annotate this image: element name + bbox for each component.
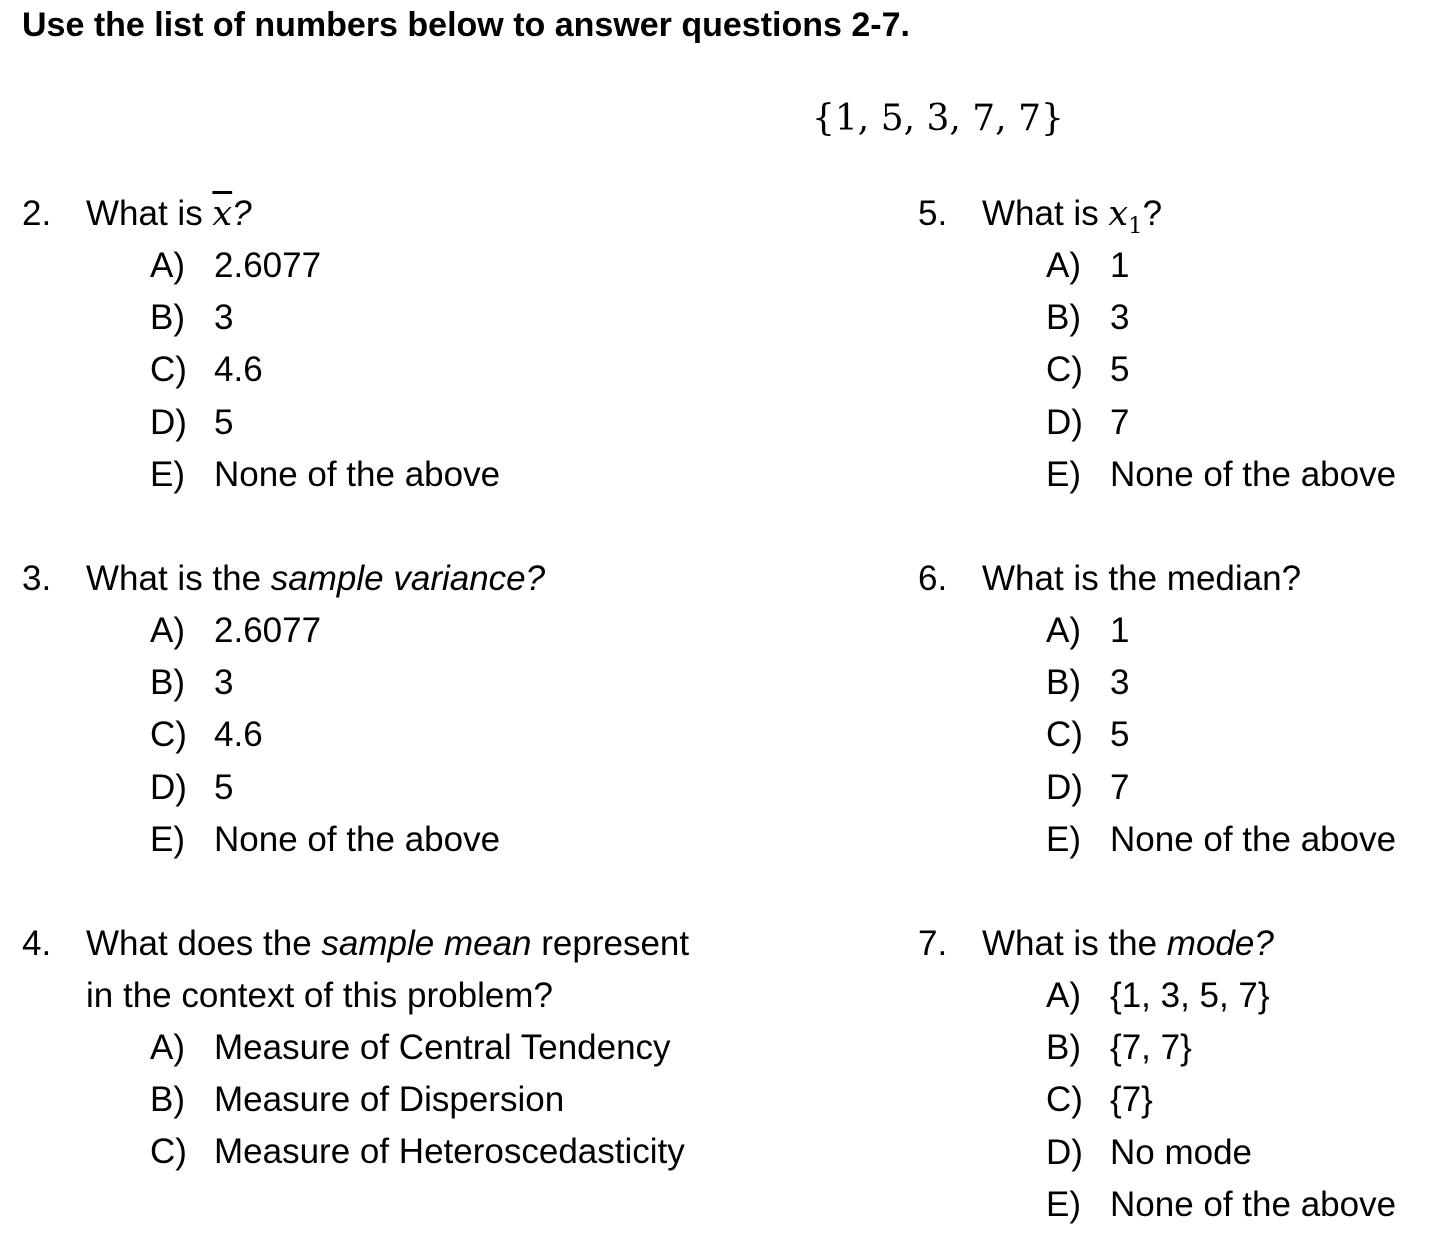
option-a[interactable]: A) 1 xyxy=(1046,246,1130,285)
option-b[interactable]: B) 3 xyxy=(1046,298,1130,338)
option-e[interactable]: E) None of the above xyxy=(1046,454,1397,494)
option-c[interactable]: C) 5 xyxy=(1046,350,1130,390)
option-e[interactable]: E) None of the above xyxy=(150,819,501,859)
option-b[interactable]: B) {7, 7} xyxy=(1046,1028,1192,1068)
question-number: 2. xyxy=(22,194,52,233)
instructions-heading: Use the list of numbers below to answer questions 2-7. xyxy=(22,6,910,44)
question-number: 4. xyxy=(22,924,52,963)
option-a[interactable]: A) 2.6077 xyxy=(150,611,322,650)
option-c[interactable]: C) 4.6 xyxy=(150,350,263,390)
option-d[interactable]: D) 5 xyxy=(150,767,234,807)
option-c[interactable]: C) Measure of Heteroscedasticity xyxy=(150,1132,685,1172)
option-c[interactable]: C) 4.6 xyxy=(150,715,263,755)
question-number: 7. xyxy=(918,924,948,963)
option-d[interactable]: D) No mode xyxy=(1046,1132,1253,1172)
question-text: What does the sample mean represent in the context of this problem? xyxy=(86,924,690,1015)
option-a[interactable]: A) 1 xyxy=(1046,611,1130,650)
question-4 xyxy=(22,918,689,1179)
option-b[interactable]: B) 3 xyxy=(150,663,234,703)
question-number: 5. xyxy=(918,194,948,233)
x-sub-1-symbol: $x_1$ xyxy=(1108,194,1143,239)
option-e[interactable]: E) None of the above xyxy=(1046,1184,1397,1224)
question-7 xyxy=(918,918,1396,1231)
question-text: What is $\overline{x}$? xyxy=(86,194,252,234)
option-d[interactable]: D) 5 xyxy=(150,402,234,442)
option-b[interactable]: B) 3 xyxy=(1046,663,1130,703)
option-b[interactable]: B) 3 xyxy=(150,298,234,338)
option-a[interactable]: A) Measure of Central Tendency xyxy=(150,1028,671,1067)
option-c[interactable]: C) 5 xyxy=(1046,715,1130,755)
question-number: 3. xyxy=(22,559,52,598)
question-2 xyxy=(22,188,500,501)
option-d[interactable]: D) 7 xyxy=(1046,767,1130,807)
question-text: What is the sample variance? xyxy=(86,559,546,598)
option-d[interactable]: D) 7 xyxy=(1046,402,1130,442)
question-number: 6. xyxy=(918,559,948,598)
option-a[interactable]: A) 2.6077 xyxy=(150,246,322,285)
option-c[interactable]: C) {7} xyxy=(1046,1080,1153,1120)
question-text: What is $x_1$? xyxy=(982,194,1163,239)
question-5 xyxy=(918,188,1396,501)
option-b[interactable]: B) Measure of Dispersion xyxy=(150,1080,565,1120)
question-text: What is the median? xyxy=(982,559,1302,598)
number-set: {1, 5, 3, 7, 7} xyxy=(812,98,1064,139)
question-6 xyxy=(918,553,1396,866)
question-text: What is the mode? xyxy=(982,924,1274,963)
question-3 xyxy=(22,553,545,866)
option-e[interactable]: E) None of the above xyxy=(1046,819,1397,859)
x-bar-symbol: $\overline{x}$ xyxy=(212,194,233,234)
option-e[interactable]: E) None of the above xyxy=(150,454,501,494)
option-a[interactable]: A) {1, 3, 5, 7} xyxy=(1046,976,1270,1015)
